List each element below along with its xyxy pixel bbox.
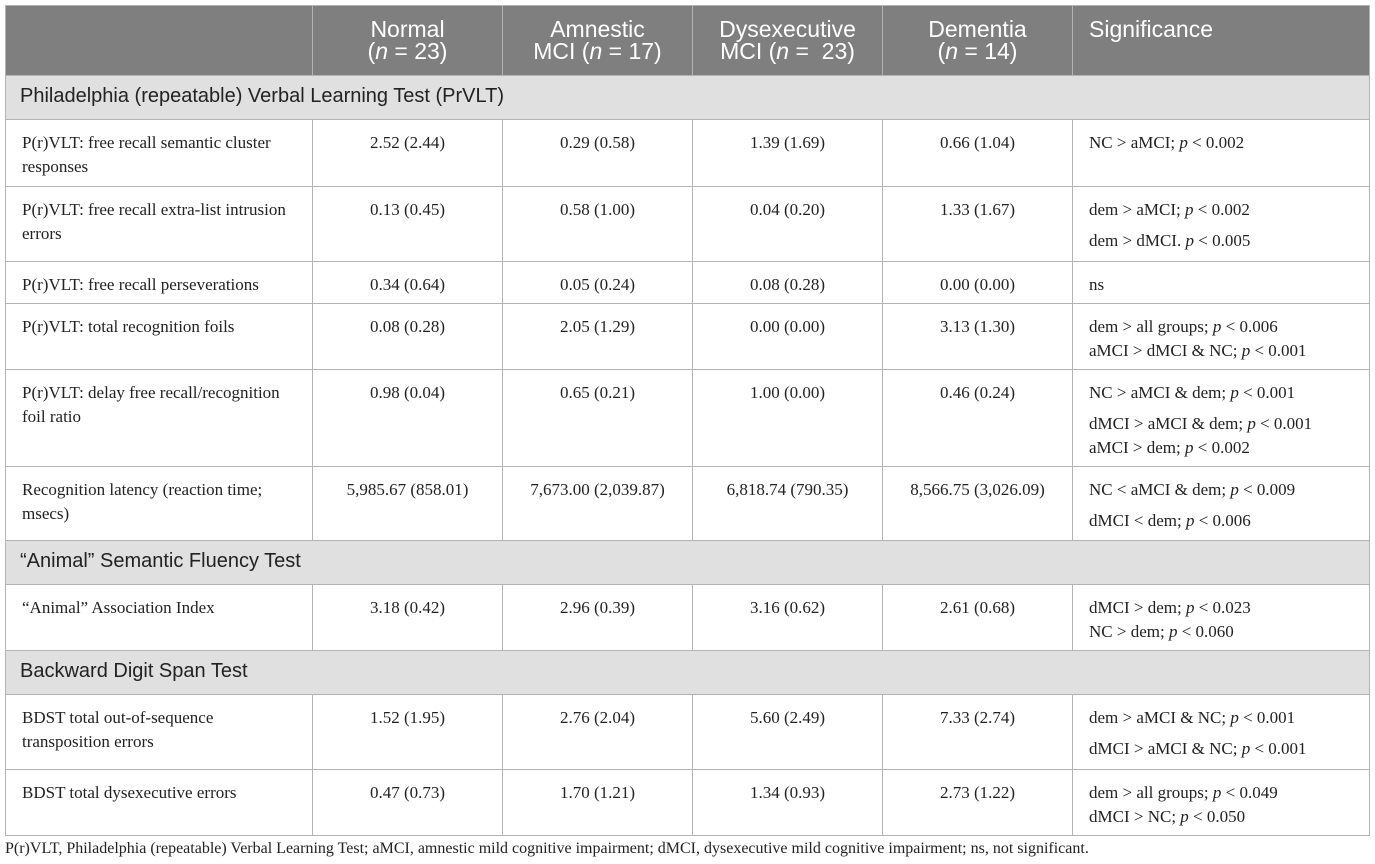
header-amnestic bbox=[503, 6, 693, 76]
table-row bbox=[6, 304, 1370, 370]
header-amnestic-n-label: n bbox=[589, 38, 603, 64]
value-dysexecutive-mci: 6,818.74 (790.35) bbox=[693, 467, 883, 541]
value-dysexecutive-mci: 1.00 (0.00) bbox=[693, 370, 883, 467]
value-amnestic-mci: 0.65 (0.21) bbox=[503, 370, 693, 467]
header-normal-n-open: ( bbox=[367, 38, 376, 64]
value-normal: 0.08 (0.28) bbox=[313, 304, 503, 370]
significance-comparison: aMCI > dem; bbox=[1089, 438, 1185, 457]
significance-line bbox=[1089, 412, 1361, 436]
significance-line bbox=[1089, 805, 1361, 829]
significance-cell bbox=[1073, 120, 1370, 187]
table-row bbox=[6, 370, 1370, 467]
significance-comparison: ns bbox=[1089, 275, 1105, 294]
p-symbol: p bbox=[1185, 231, 1194, 250]
p-value: < 0.001 bbox=[1250, 739, 1307, 758]
significance-cell bbox=[1073, 467, 1370, 541]
significance-comparison: dem > aMCI & NC; bbox=[1089, 708, 1231, 727]
header-amnestic-n-rest: = 17) bbox=[602, 38, 662, 64]
header-amnestic-prefix: MCI ( bbox=[533, 38, 590, 64]
table-row bbox=[6, 120, 1370, 187]
p-symbol: p bbox=[1230, 383, 1239, 402]
value-dementia: 3.13 (1.30) bbox=[883, 304, 1073, 370]
p-symbol: p bbox=[1241, 739, 1251, 758]
p-value: < 0.002 bbox=[1187, 133, 1245, 152]
header-row bbox=[6, 6, 1370, 76]
significance-line bbox=[1089, 509, 1361, 533]
significance-comparison: dMCI < dem; bbox=[1089, 511, 1186, 530]
significance-comparison: dMCI > dem; bbox=[1089, 598, 1186, 617]
significance-comparison: dMCI > aMCI & NC; bbox=[1089, 739, 1242, 758]
measure-label: P(r)VLT: total recognition foils bbox=[6, 304, 313, 370]
significance-cell bbox=[1073, 770, 1370, 836]
value-dementia: 7.33 (2.74) bbox=[883, 695, 1073, 770]
p-symbol: p bbox=[1185, 598, 1195, 617]
p-value: < 0.023 bbox=[1194, 598, 1251, 617]
p-symbol: p bbox=[1185, 438, 1194, 457]
measure-label: “Animal” Association Index bbox=[6, 585, 313, 651]
header-dysexecutive-n-rest: = 23) bbox=[789, 38, 855, 64]
significance-line bbox=[1089, 620, 1361, 644]
p-value: < 0.001 bbox=[1255, 414, 1313, 433]
significance-line bbox=[1089, 229, 1361, 253]
p-value: < 0.009 bbox=[1238, 480, 1296, 499]
value-normal: 5,985.67 (858.01) bbox=[313, 467, 503, 541]
p-symbol: p bbox=[1230, 708, 1239, 727]
footnote: P(r)VLT, Philadelphia (repeatable) Verbal Learning Test; aMCI, amnestic mild cognitive impairment; dMCI, dysexecutive mild cognitive impairment; ns, not significant. bbox=[5, 840, 1089, 857]
section-title: Philadelphia (repeatable) Verbal Learning Test (PrVLT) bbox=[6, 76, 1370, 120]
header-amnestic-name: Amnestic bbox=[550, 16, 645, 42]
value-amnestic-mci: 7,673.00 (2,039.87) bbox=[503, 467, 693, 541]
p-value: < 0.005 bbox=[1193, 231, 1251, 250]
significance-comparison: NC > aMCI & dem; bbox=[1089, 383, 1231, 402]
measure-label: P(r)VLT: free recall perseverations bbox=[6, 262, 313, 304]
value-dysexecutive-mci: 5.60 (2.49) bbox=[693, 695, 883, 770]
header-dysexecutive-prefix: MCI ( bbox=[720, 38, 777, 64]
significance-line bbox=[1089, 596, 1361, 620]
p-value: < 0.001 bbox=[1250, 341, 1307, 360]
significance-comparison: NC < aMCI & dem; bbox=[1089, 480, 1231, 499]
significance-line bbox=[1089, 273, 1361, 297]
p-symbol: p bbox=[1241, 341, 1251, 360]
header-significance: Significance bbox=[1073, 6, 1370, 76]
value-dysexecutive-mci: 0.00 (0.00) bbox=[693, 304, 883, 370]
header-normal-n-label: n bbox=[375, 38, 388, 64]
section-title: “Animal” Semantic Fluency Test bbox=[6, 541, 1370, 585]
significance-line bbox=[1089, 706, 1361, 730]
significance-cell bbox=[1073, 187, 1370, 262]
header-dysexecutive bbox=[693, 6, 883, 76]
measure-label: P(r)VLT: free recall semantic cluster responses bbox=[6, 120, 313, 187]
significance-comparison: NC > aMCI; bbox=[1089, 133, 1180, 152]
p-symbol: p bbox=[1212, 317, 1222, 336]
measure-label: P(r)VLT: free recall extra-list intrusion errors bbox=[6, 187, 313, 262]
significance-comparison: dem > all groups; bbox=[1089, 317, 1213, 336]
section-row bbox=[6, 651, 1370, 695]
header-normal bbox=[313, 6, 503, 76]
table-row bbox=[6, 262, 1370, 304]
p-symbol: p bbox=[1185, 511, 1195, 530]
significance-line bbox=[1089, 781, 1361, 805]
results-table bbox=[5, 5, 1370, 836]
significance-line bbox=[1089, 198, 1361, 222]
p-value: < 0.001 bbox=[1238, 383, 1296, 402]
p-symbol: p bbox=[1212, 783, 1222, 802]
value-dementia: 0.00 (0.00) bbox=[883, 262, 1073, 304]
significance-comparison: aMCI > dMCI & NC; bbox=[1089, 341, 1242, 360]
significance-cell bbox=[1073, 695, 1370, 770]
table-row bbox=[6, 187, 1370, 262]
section-row bbox=[6, 541, 1370, 585]
value-normal: 1.52 (1.95) bbox=[313, 695, 503, 770]
header-dementia-n-rest: = 14) bbox=[958, 38, 1018, 64]
header-dementia-name: Dementia bbox=[928, 16, 1027, 42]
value-dementia: 0.46 (0.24) bbox=[883, 370, 1073, 467]
significance-line bbox=[1089, 339, 1361, 363]
header-dementia bbox=[883, 6, 1073, 76]
value-dementia: 0.66 (1.04) bbox=[883, 120, 1073, 187]
p-value: < 0.002 bbox=[1193, 438, 1250, 457]
value-amnestic-mci: 0.29 (0.58) bbox=[503, 120, 693, 187]
p-symbol: p bbox=[1179, 133, 1188, 152]
header-measure bbox=[6, 6, 313, 76]
table-body bbox=[6, 76, 1370, 836]
significance-line bbox=[1089, 131, 1361, 155]
significance-comparison: dMCI > NC; bbox=[1089, 807, 1181, 826]
significance-comparison: dem > all groups; bbox=[1089, 783, 1213, 802]
value-dysexecutive-mci: 0.08 (0.28) bbox=[693, 262, 883, 304]
p-symbol: p bbox=[1247, 414, 1256, 433]
significance-cell bbox=[1073, 262, 1370, 304]
significance-cell bbox=[1073, 585, 1370, 651]
value-dementia: 2.73 (1.22) bbox=[883, 770, 1073, 836]
p-value: < 0.001 bbox=[1238, 708, 1296, 727]
value-dementia: 8,566.75 (3,026.09) bbox=[883, 467, 1073, 541]
value-normal: 3.18 (0.42) bbox=[313, 585, 503, 651]
significance-line bbox=[1089, 381, 1361, 405]
significance-cell bbox=[1073, 304, 1370, 370]
value-normal: 0.13 (0.45) bbox=[313, 187, 503, 262]
significance-line bbox=[1089, 315, 1361, 339]
significance-comparison: dem > aMCI; bbox=[1089, 200, 1185, 219]
table-row bbox=[6, 467, 1370, 541]
header-normal-name: Normal bbox=[370, 16, 445, 42]
table-row bbox=[6, 585, 1370, 651]
value-dysexecutive-mci: 1.39 (1.69) bbox=[693, 120, 883, 187]
value-normal: 2.52 (2.44) bbox=[313, 120, 503, 187]
significance-comparison: dMCI > aMCI & dem; bbox=[1089, 414, 1248, 433]
significance-line bbox=[1089, 478, 1361, 502]
value-amnestic-mci: 0.58 (1.00) bbox=[503, 187, 693, 262]
value-amnestic-mci: 2.76 (2.04) bbox=[503, 695, 693, 770]
measure-label: BDST total dysexecutive errors bbox=[6, 770, 313, 836]
value-normal: 0.98 (0.04) bbox=[313, 370, 503, 467]
significance-comparison: NC > dem; bbox=[1089, 622, 1169, 641]
p-value: < 0.006 bbox=[1221, 317, 1278, 336]
significance-line bbox=[1089, 737, 1361, 761]
p-symbol: p bbox=[1168, 622, 1178, 641]
p-symbol: p bbox=[1180, 807, 1189, 826]
value-amnestic-mci: 0.05 (0.24) bbox=[503, 262, 693, 304]
value-dementia: 1.33 (1.67) bbox=[883, 187, 1073, 262]
p-value: < 0.060 bbox=[1177, 622, 1234, 641]
header-dysexecutive-n-label: n bbox=[776, 38, 790, 64]
significance-cell bbox=[1073, 370, 1370, 467]
significance-comparison: dem > dMCI. bbox=[1089, 231, 1186, 250]
value-normal: 0.47 (0.73) bbox=[313, 770, 503, 836]
header-dementia-n-label: n bbox=[945, 38, 958, 64]
p-symbol: p bbox=[1230, 480, 1239, 499]
measure-label: BDST total out-of-sequence transposition errors bbox=[6, 695, 313, 770]
value-dysexecutive-mci: 3.16 (0.62) bbox=[693, 585, 883, 651]
table-row bbox=[6, 695, 1370, 770]
p-value: < 0.049 bbox=[1221, 783, 1278, 802]
table-row bbox=[6, 770, 1370, 836]
p-value: < 0.006 bbox=[1194, 511, 1251, 530]
measure-label: P(r)VLT: delay free recall/recognition foil ratio bbox=[6, 370, 313, 467]
significance-line bbox=[1089, 436, 1361, 460]
section-title: Backward Digit Span Test bbox=[6, 651, 1370, 695]
p-value: < 0.002 bbox=[1193, 200, 1250, 219]
value-dementia: 2.61 (0.68) bbox=[883, 585, 1073, 651]
value-amnestic-mci: 2.05 (1.29) bbox=[503, 304, 693, 370]
measure-label: Recognition latency (reaction time; msecs) bbox=[6, 467, 313, 541]
value-normal: 0.34 (0.64) bbox=[313, 262, 503, 304]
value-dysexecutive-mci: 1.34 (0.93) bbox=[693, 770, 883, 836]
p-value: < 0.050 bbox=[1188, 807, 1246, 826]
value-dysexecutive-mci: 0.04 (0.20) bbox=[693, 187, 883, 262]
value-amnestic-mci: 1.70 (1.21) bbox=[503, 770, 693, 836]
p-symbol: p bbox=[1185, 200, 1194, 219]
section-row bbox=[6, 76, 1370, 120]
header-dysexecutive-name: Dysexecutive bbox=[719, 16, 856, 42]
header-normal-n-rest: = 23) bbox=[388, 38, 448, 64]
header-dementia-n-open: ( bbox=[937, 38, 946, 64]
value-amnestic-mci: 2.96 (0.39) bbox=[503, 585, 693, 651]
